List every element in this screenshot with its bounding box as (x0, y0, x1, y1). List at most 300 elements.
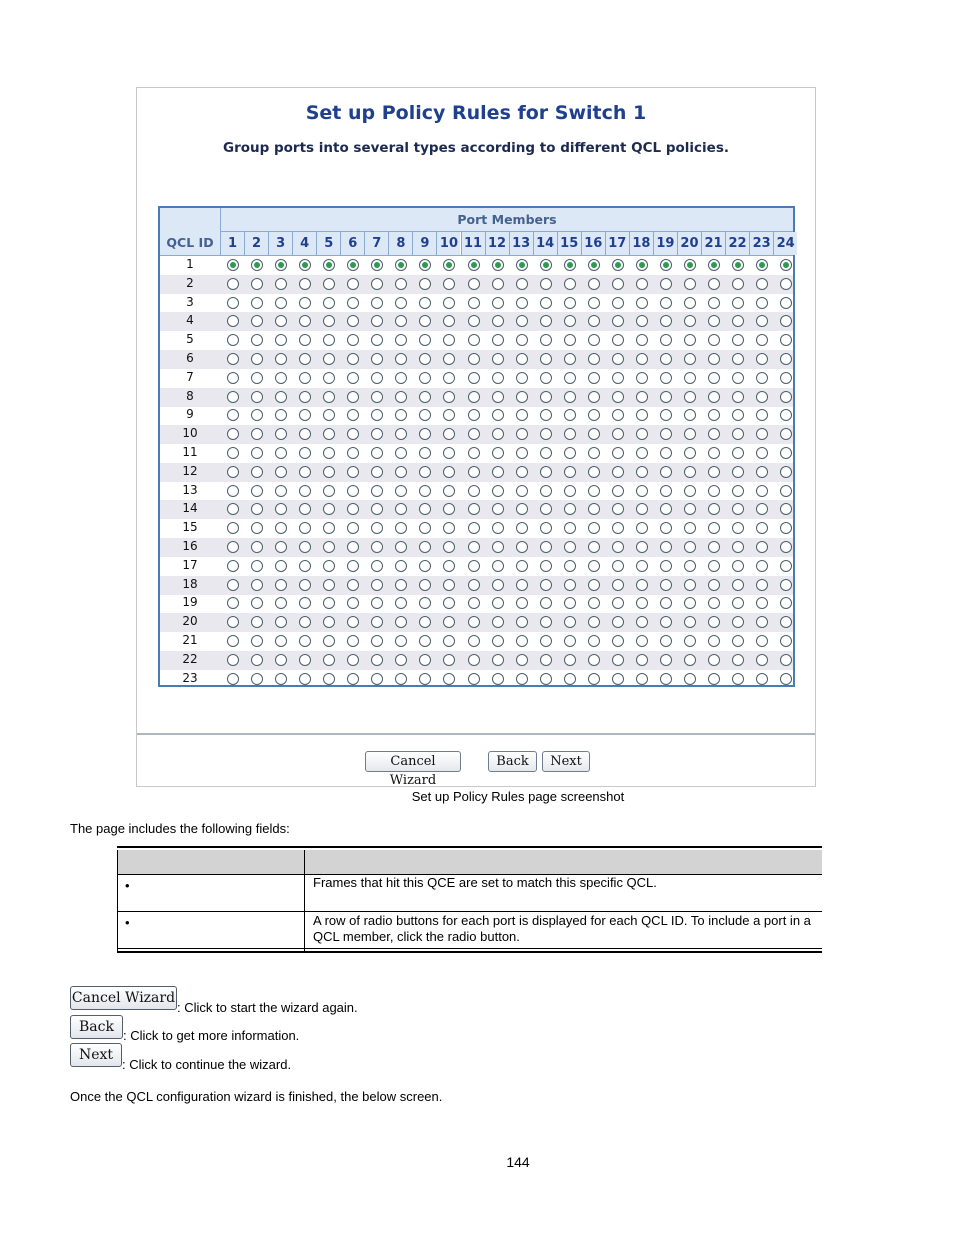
port-member-radio[interactable] (660, 391, 672, 403)
port-member-radio[interactable] (227, 560, 239, 572)
port-member-radio[interactable] (227, 372, 239, 384)
port-member-radio[interactable] (492, 259, 504, 271)
port-member-radio[interactable] (684, 391, 696, 403)
port-member-radio[interactable] (756, 466, 768, 478)
port-member-radio[interactable] (732, 673, 744, 685)
port-member-radio[interactable] (540, 334, 552, 346)
port-member-radio[interactable] (540, 635, 552, 647)
port-member-radio[interactable] (636, 372, 648, 384)
port-member-radio[interactable] (588, 485, 600, 497)
port-member-radio[interactable] (492, 466, 504, 478)
port-member-radio[interactable] (588, 259, 600, 271)
port-member-radio[interactable] (756, 579, 768, 591)
port-member-radio[interactable] (756, 673, 768, 685)
port-member-radio[interactable] (540, 315, 552, 327)
port-member-radio[interactable] (660, 541, 672, 553)
port-member-radio[interactable] (323, 673, 335, 685)
port-member-radio[interactable] (516, 428, 528, 440)
port-member-radio[interactable] (516, 409, 528, 421)
port-member-radio[interactable] (732, 654, 744, 666)
port-member-radio[interactable] (468, 315, 480, 327)
port-member-radio[interactable] (492, 541, 504, 553)
port-member-radio[interactable] (299, 372, 311, 384)
port-member-radio[interactable] (780, 297, 792, 309)
port-member-radio[interactable] (756, 278, 768, 290)
port-member-radio[interactable] (347, 673, 359, 685)
port-member-radio[interactable] (227, 485, 239, 497)
port-member-radio[interactable] (564, 579, 576, 591)
port-member-radio[interactable] (612, 428, 624, 440)
port-member-radio[interactable] (708, 372, 720, 384)
port-member-radio[interactable] (540, 391, 552, 403)
port-member-radio[interactable] (540, 409, 552, 421)
port-member-radio[interactable] (540, 541, 552, 553)
port-member-radio[interactable] (588, 353, 600, 365)
port-member-radio[interactable] (347, 391, 359, 403)
port-member-radio[interactable] (540, 503, 552, 515)
port-member-radio[interactable] (780, 560, 792, 572)
port-member-radio[interactable] (443, 485, 455, 497)
port-member-radio[interactable] (492, 485, 504, 497)
port-member-radio[interactable] (468, 259, 480, 271)
port-member-radio[interactable] (684, 353, 696, 365)
port-member-radio[interactable] (636, 485, 648, 497)
port-member-radio[interactable] (227, 353, 239, 365)
port-member-radio[interactable] (636, 579, 648, 591)
port-member-radio[interactable] (395, 579, 407, 591)
port-member-radio[interactable] (564, 522, 576, 534)
port-member-radio[interactable] (275, 485, 287, 497)
port-member-radio[interactable] (468, 372, 480, 384)
port-member-radio[interactable] (323, 654, 335, 666)
port-member-radio[interactable] (588, 560, 600, 572)
port-member-radio[interactable] (636, 673, 648, 685)
port-member-radio[interactable] (227, 673, 239, 685)
port-member-radio[interactable] (516, 315, 528, 327)
port-member-radio[interactable] (708, 278, 720, 290)
port-member-radio[interactable] (588, 541, 600, 553)
port-member-radio[interactable] (516, 541, 528, 553)
port-member-radio[interactable] (564, 447, 576, 459)
port-member-radio[interactable] (588, 334, 600, 346)
port-member-radio[interactable] (419, 673, 431, 685)
port-member-radio[interactable] (299, 579, 311, 591)
port-member-radio[interactable] (443, 673, 455, 685)
port-member-radio[interactable] (540, 654, 552, 666)
port-member-radio[interactable] (540, 616, 552, 628)
port-member-radio[interactable] (708, 353, 720, 365)
port-member-radio[interactable] (443, 297, 455, 309)
port-member-radio[interactable] (636, 635, 648, 647)
port-member-radio[interactable] (468, 278, 480, 290)
port-member-radio[interactable] (323, 297, 335, 309)
port-member-radio[interactable] (468, 409, 480, 421)
port-member-radio[interactable] (612, 485, 624, 497)
port-member-radio[interactable] (588, 428, 600, 440)
port-member-radio[interactable] (564, 560, 576, 572)
port-member-radio[interactable] (347, 278, 359, 290)
port-member-radio[interactable] (564, 466, 576, 478)
port-member-radio[interactable] (636, 541, 648, 553)
port-member-radio[interactable] (756, 372, 768, 384)
port-member-radio[interactable] (516, 466, 528, 478)
port-member-radio[interactable] (684, 654, 696, 666)
port-member-radio[interactable] (227, 391, 239, 403)
port-member-radio[interactable] (756, 560, 768, 572)
port-member-radio[interactable] (516, 334, 528, 346)
port-member-radio[interactable] (395, 391, 407, 403)
port-member-radio[interactable] (540, 447, 552, 459)
port-member-radio[interactable] (732, 372, 744, 384)
port-member-radio[interactable] (660, 353, 672, 365)
port-member-radio[interactable] (371, 485, 383, 497)
port-member-radio[interactable] (347, 579, 359, 591)
port-member-radio[interactable] (612, 353, 624, 365)
port-member-radio[interactable] (468, 503, 480, 515)
port-member-radio[interactable] (684, 466, 696, 478)
port-member-radio[interactable] (468, 579, 480, 591)
port-member-radio[interactable] (227, 259, 239, 271)
port-member-radio[interactable] (636, 616, 648, 628)
port-member-radio[interactable] (612, 466, 624, 478)
port-member-radio[interactable] (732, 391, 744, 403)
port-member-radio[interactable] (660, 278, 672, 290)
port-member-radio[interactable] (540, 372, 552, 384)
port-member-radio[interactable] (227, 466, 239, 478)
port-member-radio[interactable] (275, 579, 287, 591)
port-member-radio[interactable] (588, 466, 600, 478)
port-member-radio[interactable] (251, 541, 263, 553)
port-member-radio[interactable] (347, 485, 359, 497)
port-member-radio[interactable] (275, 391, 287, 403)
port-member-radio[interactable] (323, 560, 335, 572)
port-member-radio[interactable] (756, 485, 768, 497)
port-member-radio[interactable] (299, 297, 311, 309)
port-member-radio[interactable] (516, 278, 528, 290)
port-member-radio[interactable] (684, 372, 696, 384)
port-member-radio[interactable] (419, 297, 431, 309)
port-member-radio[interactable] (323, 579, 335, 591)
port-member-radio[interactable] (492, 447, 504, 459)
port-member-radio[interactable] (564, 541, 576, 553)
port-member-radio[interactable] (540, 673, 552, 685)
port-member-radio[interactable] (468, 466, 480, 478)
port-member-radio[interactable] (468, 654, 480, 666)
port-member-radio[interactable] (251, 579, 263, 591)
port-member-radio[interactable] (636, 466, 648, 478)
port-member-radio[interactable] (732, 560, 744, 572)
port-member-radio[interactable] (708, 673, 720, 685)
port-member-radio[interactable] (612, 579, 624, 591)
port-member-radio[interactable] (708, 447, 720, 459)
port-member-radio[interactable] (660, 673, 672, 685)
port-member-radio[interactable] (516, 503, 528, 515)
port-member-radio[interactable] (516, 391, 528, 403)
port-member-radio[interactable] (299, 560, 311, 572)
port-member-radio[interactable] (347, 372, 359, 384)
port-member-radio[interactable] (468, 673, 480, 685)
port-member-radio[interactable] (419, 391, 431, 403)
port-member-radio[interactable] (636, 297, 648, 309)
port-member-radio[interactable] (780, 466, 792, 478)
port-member-radio[interactable] (347, 654, 359, 666)
port-member-radio[interactable] (468, 485, 480, 497)
port-member-radio[interactable] (468, 447, 480, 459)
port-member-radio[interactable] (684, 485, 696, 497)
port-member-radio[interactable] (684, 541, 696, 553)
port-member-radio[interactable] (612, 673, 624, 685)
port-member-radio[interactable] (732, 297, 744, 309)
port-member-radio[interactable] (347, 466, 359, 478)
port-member-radio[interactable] (492, 297, 504, 309)
port-member-radio[interactable] (588, 654, 600, 666)
port-member-radio[interactable] (564, 259, 576, 271)
port-member-radio[interactable] (516, 560, 528, 572)
port-member-radio[interactable] (540, 428, 552, 440)
port-member-radio[interactable] (395, 485, 407, 497)
port-member-radio[interactable] (780, 673, 792, 685)
port-member-radio[interactable] (395, 297, 407, 309)
port-member-radio[interactable] (588, 673, 600, 685)
port-member-radio[interactable] (732, 485, 744, 497)
port-member-radio[interactable] (323, 485, 335, 497)
port-member-radio[interactable] (684, 447, 696, 459)
port-member-radio[interactable] (564, 616, 576, 628)
port-member-radio[interactable] (732, 579, 744, 591)
port-member-radio[interactable] (251, 466, 263, 478)
port-member-radio[interactable] (636, 522, 648, 534)
port-member-radio[interactable] (371, 297, 383, 309)
port-member-radio[interactable] (540, 522, 552, 534)
port-member-radio[interactable] (251, 485, 263, 497)
port-member-radio[interactable] (780, 372, 792, 384)
port-member-radio[interactable] (612, 334, 624, 346)
port-member-radio[interactable] (708, 259, 720, 271)
port-member-radio[interactable] (419, 579, 431, 591)
port-member-radio[interactable] (564, 391, 576, 403)
port-member-radio[interactable] (275, 297, 287, 309)
port-member-radio[interactable] (684, 635, 696, 647)
port-member-radio[interactable] (684, 560, 696, 572)
port-member-radio[interactable] (732, 447, 744, 459)
port-member-radio[interactable] (347, 297, 359, 309)
port-member-radio[interactable] (492, 503, 504, 515)
cancel-wizard-button[interactable]: Cancel Wizard (365, 751, 461, 772)
port-member-radio[interactable] (660, 297, 672, 309)
port-member-radio[interactable] (468, 297, 480, 309)
port-member-radio[interactable] (612, 297, 624, 309)
port-member-radio[interactable] (660, 447, 672, 459)
port-member-radio[interactable] (227, 541, 239, 553)
port-member-radio[interactable] (540, 560, 552, 572)
port-member-radio[interactable] (540, 353, 552, 365)
port-member-radio[interactable] (660, 654, 672, 666)
port-member-radio[interactable] (756, 297, 768, 309)
port-member-radio[interactable] (323, 372, 335, 384)
port-member-radio[interactable] (492, 579, 504, 591)
port-member-radio[interactable] (732, 278, 744, 290)
port-member-radio[interactable] (588, 447, 600, 459)
port-member-radio[interactable] (371, 579, 383, 591)
port-member-radio[interactable] (227, 579, 239, 591)
port-member-radio[interactable] (492, 635, 504, 647)
port-member-radio[interactable] (660, 635, 672, 647)
port-member-radio[interactable] (540, 579, 552, 591)
port-member-radio[interactable] (636, 334, 648, 346)
port-member-radio[interactable] (275, 654, 287, 666)
cancel-wizard-button-doc[interactable]: Cancel Wizard (70, 986, 177, 1010)
port-member-radio[interactable] (756, 654, 768, 666)
port-member-radio[interactable] (516, 597, 528, 609)
port-member-radio[interactable] (612, 522, 624, 534)
port-member-radio[interactable] (492, 372, 504, 384)
port-member-radio[interactable] (323, 391, 335, 403)
port-member-radio[interactable] (492, 560, 504, 572)
port-member-radio[interactable] (612, 447, 624, 459)
port-member-radio[interactable] (636, 447, 648, 459)
port-member-radio[interactable] (780, 485, 792, 497)
port-member-radio[interactable] (780, 391, 792, 403)
port-member-radio[interactable] (732, 635, 744, 647)
port-member-radio[interactable] (299, 485, 311, 497)
port-member-radio[interactable] (468, 334, 480, 346)
port-member-radio[interactable] (468, 522, 480, 534)
port-member-radio[interactable] (371, 673, 383, 685)
port-member-radio[interactable] (732, 466, 744, 478)
port-member-radio[interactable] (468, 616, 480, 628)
port-member-radio[interactable] (612, 259, 624, 271)
port-member-radio[interactable] (492, 597, 504, 609)
port-member-radio[interactable] (516, 259, 528, 271)
port-member-radio[interactable] (275, 560, 287, 572)
next-button[interactable]: Next (542, 751, 590, 772)
port-member-radio[interactable] (492, 409, 504, 421)
port-member-radio[interactable] (636, 278, 648, 290)
port-member-radio[interactable] (251, 673, 263, 685)
port-member-radio[interactable] (275, 372, 287, 384)
port-member-radio[interactable] (347, 560, 359, 572)
port-member-radio[interactable] (492, 334, 504, 346)
port-member-radio[interactable] (564, 297, 576, 309)
port-member-radio[interactable] (636, 259, 648, 271)
port-member-radio[interactable] (516, 522, 528, 534)
port-member-radio[interactable] (612, 278, 624, 290)
port-member-radio[interactable] (492, 654, 504, 666)
port-member-radio[interactable] (732, 259, 744, 271)
port-member-radio[interactable] (251, 391, 263, 403)
port-member-radio[interactable] (612, 391, 624, 403)
port-member-radio[interactable] (732, 353, 744, 365)
port-member-radio[interactable] (419, 485, 431, 497)
port-member-radio[interactable] (299, 466, 311, 478)
port-member-radio[interactable] (299, 673, 311, 685)
port-member-radio[interactable] (275, 466, 287, 478)
port-member-radio[interactable] (227, 654, 239, 666)
port-member-radio[interactable] (612, 616, 624, 628)
port-member-radio[interactable] (684, 297, 696, 309)
port-member-radio[interactable] (492, 315, 504, 327)
back-button-doc[interactable]: Back (70, 1015, 123, 1039)
port-member-radio[interactable] (540, 259, 552, 271)
port-member-radio[interactable] (564, 278, 576, 290)
port-member-radio[interactable] (564, 673, 576, 685)
port-member-radio[interactable] (227, 447, 239, 459)
port-member-radio[interactable] (516, 616, 528, 628)
port-member-radio[interactable] (660, 466, 672, 478)
port-member-radio[interactable] (540, 597, 552, 609)
port-member-radio[interactable] (516, 654, 528, 666)
port-member-radio[interactable] (708, 485, 720, 497)
port-member-radio[interactable] (564, 334, 576, 346)
port-member-radio[interactable] (684, 673, 696, 685)
port-member-radio[interactable] (708, 541, 720, 553)
port-member-radio[interactable] (660, 579, 672, 591)
port-member-radio[interactable] (299, 278, 311, 290)
port-member-radio[interactable] (443, 579, 455, 591)
port-member-radio[interactable] (588, 635, 600, 647)
port-member-radio[interactable] (660, 485, 672, 497)
port-member-radio[interactable] (468, 560, 480, 572)
port-member-radio[interactable] (708, 654, 720, 666)
port-member-radio[interactable] (492, 673, 504, 685)
port-member-radio[interactable] (516, 447, 528, 459)
port-member-radio[interactable] (564, 635, 576, 647)
port-member-radio[interactable] (588, 391, 600, 403)
port-member-radio[interactable] (275, 673, 287, 685)
port-member-radio[interactable] (492, 353, 504, 365)
port-member-radio[interactable] (588, 278, 600, 290)
port-member-radio[interactable] (251, 447, 263, 459)
port-member-radio[interactable] (780, 654, 792, 666)
port-member-radio[interactable] (299, 654, 311, 666)
back-button[interactable]: Back (488, 751, 537, 772)
port-member-radio[interactable] (564, 372, 576, 384)
port-member-radio[interactable] (468, 541, 480, 553)
port-member-radio[interactable] (588, 372, 600, 384)
port-member-radio[interactable] (540, 485, 552, 497)
port-member-radio[interactable] (636, 391, 648, 403)
port-member-radio[interactable] (492, 278, 504, 290)
port-member-radio[interactable] (780, 579, 792, 591)
port-member-radio[interactable] (660, 259, 672, 271)
port-member-radio[interactable] (251, 297, 263, 309)
port-member-radio[interactable] (684, 259, 696, 271)
port-member-radio[interactable] (756, 391, 768, 403)
port-member-radio[interactable] (468, 635, 480, 647)
port-member-radio[interactable] (612, 541, 624, 553)
port-member-radio[interactable] (227, 297, 239, 309)
port-member-radio[interactable] (516, 579, 528, 591)
port-member-radio[interactable] (516, 297, 528, 309)
port-member-radio[interactable] (612, 372, 624, 384)
port-member-radio[interactable] (468, 353, 480, 365)
port-member-radio[interactable] (516, 673, 528, 685)
port-member-radio[interactable] (251, 654, 263, 666)
port-member-radio[interactable] (564, 485, 576, 497)
port-member-radio[interactable] (660, 560, 672, 572)
port-member-radio[interactable] (443, 391, 455, 403)
port-member-radio[interactable] (227, 278, 239, 290)
port-member-radio[interactable] (780, 278, 792, 290)
port-member-radio[interactable] (492, 522, 504, 534)
port-member-radio[interactable] (516, 353, 528, 365)
port-member-radio[interactable] (227, 635, 239, 647)
port-member-radio[interactable] (612, 635, 624, 647)
port-member-radio[interactable] (275, 278, 287, 290)
port-member-radio[interactable] (468, 597, 480, 609)
port-member-radio[interactable] (251, 635, 263, 647)
port-member-radio[interactable] (660, 372, 672, 384)
